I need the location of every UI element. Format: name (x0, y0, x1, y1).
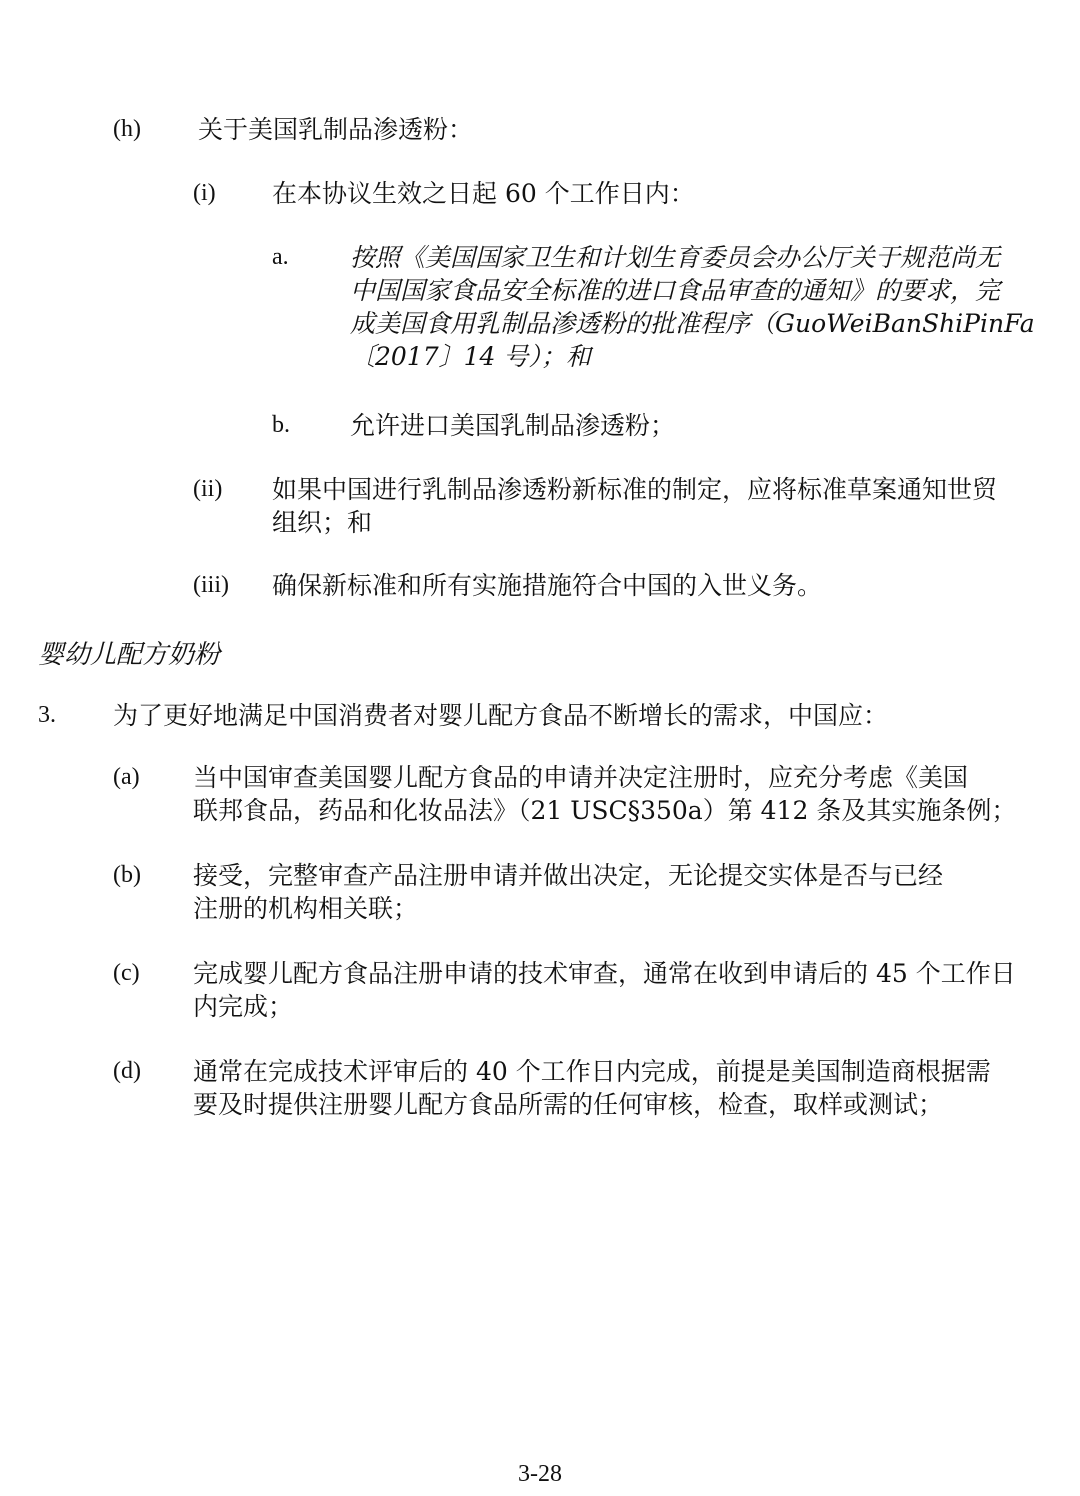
sub-text-d (193, 1055, 991, 1121)
item-label-iii: (iii) (193, 572, 229, 598)
item-text-a-line: 〔2017〕14 号）；和 (350, 342, 591, 371)
item-text-a-line: 成美国食用乳制品渗透粉的批准程序（GuoWeiBanShiPinFa (350, 309, 1035, 338)
item-text-i: 在本协议生效之日起 60 个工作日内： (272, 179, 695, 208)
sub-text-c (193, 957, 1016, 1023)
item-text-ii-line: 组织；和 (272, 508, 373, 537)
item-text-a (350, 241, 1035, 373)
sub-text-c-line: 内完成； (193, 992, 294, 1021)
sub-label-d: (d) (113, 1058, 141, 1084)
item-label-i: (i) (193, 180, 216, 206)
sub-text-a (193, 761, 1016, 827)
sub-text-c-line: 完成婴儿配方食品注册申请的技术审查，通常在收到申请后的 45 个工作日 (193, 959, 1016, 988)
page-number: 3-28 (518, 1461, 562, 1487)
sub-text-a-line: 当中国审查美国婴儿配方食品的申请并决定注册时，应充分考虑《美国 (193, 763, 969, 792)
item-text-b: 允许进口美国乳制品渗透粉； (350, 411, 676, 440)
item-label-h: (h) (113, 116, 141, 142)
item-text-iii: 确保新标准和所有实施措施符合中国的入世义务。 (272, 571, 823, 600)
item-text-h: 关于美国乳制品渗透粉： (198, 115, 474, 144)
sub-text-a-line: 联邦食品，药品和化妆品法》（21 USC§350a）第 412 条及其实施条例； (193, 796, 1017, 825)
clause-3-text: 为了更好地满足中国消费者对婴儿配方食品不断增长的需求，中国应： (113, 701, 889, 730)
sub-text-d-line: 要及时提供注册婴儿配方食品所需的任何审核，检查，取样或测试； (193, 1090, 944, 1119)
sub-text-d-line: 通常在完成技术评审后的 40 个工作日内完成，前提是美国制造商根据需 (193, 1057, 991, 1086)
sub-text-b (193, 859, 943, 925)
sub-text-b-line: 注册的机构相关联； (193, 894, 419, 923)
item-label-b: b. (272, 412, 290, 438)
item-text-a-line: 按照《美国国家卫生和计划生育委员会办公厅关于规范尚无 (350, 243, 1001, 272)
item-text-ii-line: 如果中国进行乳制品渗透粉新标准的制定，应将标准草案通知世贸 (272, 475, 998, 504)
item-label-a: a. (272, 244, 289, 270)
clause-3-label: 3. (38, 702, 56, 728)
sub-label-a: (a) (113, 764, 140, 790)
item-text-ii (272, 473, 997, 539)
sub-text-b-line: 接受，完整审查产品注册申请并做出决定，无论提交实体是否与已经 (193, 861, 944, 890)
item-label-ii: (ii) (193, 476, 223, 502)
sub-label-c: (c) (113, 960, 140, 986)
item-text-a-line: 中国国家食品安全标准的进口食品审查的通知》的要求，完 (350, 276, 1001, 305)
sub-label-b: (b) (113, 862, 141, 888)
section-heading: 婴幼儿配方奶粉 (38, 640, 221, 670)
